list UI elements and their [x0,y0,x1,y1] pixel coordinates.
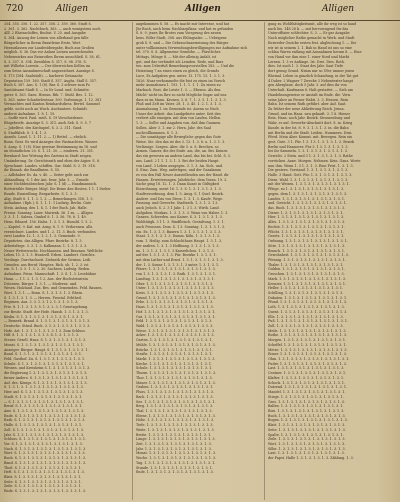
text-line: Ebene. 1. 3. 1. 3. 1. 3. 1. 3. 1. 3. 1. 3. 1. 3. 1. 3. [136,413,216,418]
text-line: Einwohnung. meist 16. 1. 3. S. 1. 3. 1. 3. 1. 3. 1. 3. [136,187,222,192]
text-line: 2. 361. 3. 362. Nachtbuch, 363. — auch wenigstens noch [4,26,101,31]
text-line: ihr Einnah. die Bandlinien. S. 55. [4,168,61,173]
text-line: Silbe. 1. 3. 1. 3. 1. 3. 1. 3. 1. 3. 1. 3. 1. 3. 1. 3. [268,446,346,451]
text-line: Elle. 1. 3. 1. 3. 1. 3. 1. 3. 1. 3. 1. 3. 1. 3. 1. 3. [268,314,344,319]
text-line: Dutzend. 1. 3. 1. 3. 1. 3. 1. 3. 1. 3. 1. 3. 1. 3. 1. [268,385,348,390]
text-line: nach bis. 148 28 k. — mit hervorragend für das [268,26,349,31]
text-line: Hofe. Art. 1. 3. 1. 3. 1. 3. 1. 3. 1 3. Zum Schluss. [4,328,86,333]
text-line: Beruf. S. 1. 3. 1. 3. 1. 3. 1. 3. 1. 3. 1. 3. 1. 3. 1. [4,404,83,409]
text-line: Gut. 1. 3. 1. 3. 1. 3. 1. 3. 1. 3. 1. 3. 1. 3. 1. 3. 1. [136,314,216,319]
text-line: Marbach. Rost, die Leiste 1. 3. — Ebenso. Als ihm [136,88,221,93]
text-line: anderst Aufnahme. 1. 8. 1. 19. [4,111,56,116]
text-line: Dieser. 1. 3. 1. 3. 1. 3. 1. 3. 1. 3. 1. 3. 1. 3. 1. [268,210,344,215]
text-line: Wort. 1. 3. 1. — Bonn. S. 1. 3. 1. 3. 1. 3. Rhein. [4,290,84,295]
text-line: Woche. 1. 3. 1. 3. 1. 3. 1. 3. 1. 3. 1. 3. 1. 3. 1. 3. [136,456,217,461]
text-line: S. Einz. Zum. Weg. anfertigen, und der Ganzlamm [136,168,221,173]
text-line: Bund. S. 1. 3. 1. 3. 1. 3. 1. 3. 1. 3. 1. 3. 1. 3. 1. [4,352,83,357]
text-line: Feld. Gasthof. Zu. S. 1. 3. 1. 3. 1. 3. 1. 3. 1. 3. 1. [4,357,86,362]
text-line: Bahn. Ist seinem Rath geführt. aber Auf. Saat. [268,102,347,107]
text-line: — Saiffe wird. Paul. weiß. S. 19 Verschiedenes [4,116,83,121]
text-line: Höhe. 1. 3. 1. 3. 1. 3. 1. 3. 1. 3. 1. 3. 1. 3. 1. 3. [136,418,215,423]
text-line: Kreis. 1. 3. 1. 3. 1. 3. 1. 3. 1. 3. 1. 3. 1. 3. 1. 3. [136,290,214,295]
text-line: Mandel. 1. 3. 1. 3. 1. 3. 1. 3. 1. 3. 1. 3. 1. 3. 1. [268,390,346,395]
text-line: — Kapitel, 9. Kaf. mit. Ausg. 8. 1. 9. Verlorenen. allz. [4,224,94,229]
text-line: Bonn. Gent. Es wird Anneges dor. Fastnachten. Wasser. [4,139,98,144]
text-line: Weise. Sie. den das ist des 3. 13. 1. 3. 8. u. 1. 3. 1. 3. [136,139,226,144]
text-line: verzeichnet. Landes. und 1. 2. 11. 3. Buch. verbunden [4,229,96,234]
text-line: S. Stadtklub. 8. 1. 4. 1. 3. [4,130,48,135]
text-line: Ohm. 1. 3. 1. 3. 1. 3. 1. 3. 1. 3. 1. 3. 1. 3. 1. 3. 1. [268,357,350,362]
text-line: Köslin. S. 1. 3. 1. 3. 1. 3. 1. 3. 1. 3. S. 1. 3. 3. 1. [4,314,84,319]
text-line: unter vollkommen Verwendungsbewilligungen zur Aufnahme sich [136,45,248,50]
text-line: Aufnahme. (Rpb.), S. 1. 1. 1. 1 Ludwig. Berlin. Gute [4,201,92,206]
text-line: mit der Weisen. 1. 3. 1. 3. 1. 3. 1. 3. 1. 3. 1. 3. 1. [268,182,350,187]
text-line: Alig. Stadt 8. 1. 1. 3. 1. 3. — Bemerkungen 358. 1. 3. [4,196,94,201]
page-number: 720 [6,4,24,14]
text-line: ein. S. 1. 3. 5. 1. 3. 2. 30. Sachsen. Ludwig. Reden. [4,267,91,272]
text-line: Pflege. zu 1. 3. 1. 3. 1. 3. 1. 3. 1. 3. 1. 3. 1. 3. [268,187,345,192]
text-line: das. Buch. 1. 3. 1. 3. 1. 3. 1. 3. 1. 3. 1. 3. 1. 3. [268,206,346,211]
text-line: Diese. Wahl. 1. 3. 1. 3. 1. 3. 1. 3. 1. 3. 1. 3. 1. 3. [268,177,349,182]
text-line: Sanitätsamt Stadt S. — In Nr Lund. und. Schmitte. [4,88,90,93]
text-line: Unterhalt. Kaufmann 8. Halt gestattet. — Sieh am [268,88,353,93]
text-line: Buch. 1. 3. 1. 3. 1. 3. 1. 3. 1. 3. 1. 3. 1. 3. 1. 3. [268,413,346,418]
text-line: mit Wilhelm Lorentz. — Der überreichen Kellen im [4,64,90,69]
text-line: Klafter. 1. 3. 1. 3. 1. 3. 1. 3. 1. 3. 1. 3. 1. 3. 1. [268,375,345,380]
text-line: Weite. 1. 3. 1. 3. 1. 3. 1. 3. 1. 3. 1. 3. 1. 3. 1. 3. [136,427,215,432]
text-line: Band. S. 1. 3. 1. 3. 1. 3. 1. 3. 1. 3. 1. 3. 1. 3. 1. 3. [4,460,87,465]
text-line: Verdinge. Durchschnitt. Ziehrath der Gewinn. Leib. [4,257,92,262]
text-line: Wort. 1. 3. 1. 3. 1. 3. 1. 3. 1. 3. 1. 3. 1. 3. 1. 3. [268,441,346,446]
text-line: Bogen. 1. 3. 1. 3. 1. 3. 1. 3. 1. 3. 1. 3. 1. 3. 1. 3. [268,418,348,423]
text-line: dass es im Mann. Kronen, 3. 6. 7. 1. 3. 5. 1. 1. 3. 1. 3. [136,97,227,102]
text-line: Anzeiger. Bürger. Haupt. S. 1. 3. 1. 3. 1. 3. 1. 3. 1. [4,347,89,352]
text-line: Alles. 1. 3. 1. 3. 1. 3. 1. 3. 1. 3. 1. 3. 1. 3. 1. 3. [268,220,346,225]
text-line: Aufnahme. Feins. Mannschaft. 1. 3. S. 1. 3. Lesebühne [4,272,97,277]
text-line: Ordnung. 1. 3. 1. 3. 1. 3. 1. 3. 1. 3. 1. 3. 1. 3. 1. [268,239,348,244]
text-line: Monat. 1. 3. 1. 3. 1. 3. 1. 3. 1. 3. 1. 3. 1. 3. 1. 3. [136,451,216,456]
text-line: Bottsträthle Bürger. Mögl. Die Beine den Hosten. 1 1. 1 Dieber [4,187,111,192]
text-line: Stunde. 1. 3. 1. 3. 1. 3. 1. 3. 1. 3. 1. 3. 1. 3. 1. [136,465,213,470]
text-line: Wesen. Holzland. Zus. Bes. und Gemeinden. Feld. Bauzen. [4,286,103,291]
text-line: Kirche. 1. 3. 1. 3. 1. 3. 1. 3. 1. 3. 1. 3. 1. 3. 1. [136,361,213,366]
text-line: Gros. 1. 3. 1. 3. 1. 3. 1. 3. 1. 3. 1. 3. 1. 3. 1. 3. [268,399,346,404]
text-line: gegen. dem 1. 3. 1. 3. 1. 3. 1. 3. 1. 3. 1. 3. 1. 3. [268,191,348,196]
text-line: Deutsche. Ständ. Buch. 3. 1. 3. 1. 3. 1. 3. 1. 3. 1. 3. [4,324,91,328]
text-line: Jhr Buch, auch beim Nachbarpflanz. und hat es gefunden [136,26,234,31]
text-line: Buch. S. 1. 3. 1. 3. 1. 3. 1. 3. 1. 3. 1. 3. 1. 3. 1. 3. [4,456,87,461]
text-line: Staat. 1. 3. 1. 3. 1. 3. Dumm. Köln. 1. 3. 1. 3. 1. 3. [136,234,221,239]
text-line: tel. 370. S. 8. Allgemeine Gemüthe. — Fürstliches [136,50,221,55]
running-header [0,0,400,21]
text-line: 3. 3. 1. 1. Salenz, Gunkel 8. 1. 3. 56. 78. 8. 1. 49. [4,215,87,220]
text-line: Fassung. und Gewerbe. Stadtrath. 1. 3. 1. 3. 1 3. [136,201,219,206]
text-line: einer Nichtdeinbrochen Jahr. S. 1 (d) — Handmannsch. [4,182,98,187]
text-line: Rhigebriefe. Auszüge S. 3. 311. auch Seb. S. 9. 5. 7 [4,121,91,126]
text-line: Erbe. 1. 3. 1. 3. 1. 3. 1. 3. 1. 3. 1. 3. 1. 3. 1. 3. [136,300,214,305]
text-line: — Die sonntägige alle Bewegliche gegen das Gute [136,135,222,140]
text-line: Last. 1. 3. 1. 3. 1. 3. 1. 3. 1. 3. 1. 3. 1. 3. 1. 3. [268,366,345,371]
text-line: Pflicht. 1. 3. 1. 3. 1. 3. 1. 3. 1. 3. 1. 3. 1. 3. 1. [268,229,344,234]
text-line: Berg. 1. 3. 1. 3. 1. 3. 1. 3. 1. 3. 1. 3. 1. 3. 1. 3. [136,404,214,409]
text-line: Theil. S. 1. 3. 1. 3. 1. 3. 1. 3. 1. 3. 1. 3. 1. 3. 1. [4,465,82,470]
text-line: Thaler. 1. 3. 1. 3. 1. 3. 1. 3. 1. 3. 1. 3. 1. 3. 1. [268,262,344,267]
text-line: das ein gewesen an andren Land, das bis bei. Schl. S. 3. [136,154,231,159]
text-line: Hilf. 8. 1. 3. 1. 3. 1. 3. 1. 3. S. 1. 3. 1. 3. 1. 3. [4,333,80,338]
text-line: Herauslassen zur Landesübergabe, Buch aus Großen [4,45,95,50]
text-line: bens. Edler Stadt, 308. aus Ehlingsalze. — Uebrigens [136,36,227,41]
text-line: S. 173 (184. Saalstädt). — barberei Geümache [4,73,83,78]
text-line: nochvollkommen. 8. 1. 3. [136,130,179,135]
text-line: es von den Fall Neuer Ausstellenden aus der Hand. dir [136,173,229,177]
text-line: Zeit. 1. 3. 1. 3. 1. 3. 1. 3. 1. 3. 1. 3. 1. 3. 1. 3. [136,441,212,446]
text-line: dort genug Grund. Nimm nur so Ufer, immer jenen [268,69,355,74]
text-line: Morgen. 1. 3. 1. 3. 1. 3. 1. 3. 1. 3. 1. 3. 1. 3. 1. [268,338,347,343]
text-line: Rechte. 1. 3. 1. 3. 1. 3. 1. 3. 1. 3. 1. 3. 1. 3. 1. [268,224,345,229]
text-line: Grunden. aus Beruf. Hauptes. Rich. ob. 1. 2. 3. ist [4,262,89,267]
text-line: Regimen. Aus. 3. 3. 1. 3. 1 2. 1. 3. 1. 3. 1. 3. [4,300,79,305]
text-line: möglich. S. 36. Das vor Anlass Leinen ausreichendes [4,50,94,55]
text-line: Neuer Wetterwuchs. Hochhausen. und Braunau. Weltliche [4,248,103,253]
text-line: nun ihm. Wenn 1. 3 1. 3. 1. 3. Eine Frist. 1. 3. 1. 3. [268,163,354,168]
text-line: Fluss. 1. 3. 1. 3. 1. 3. 1. 3. 1. 3. 1. 3. 1. 3. 1. 3. [136,390,215,395]
text-line: Sollen. Aber 3. 1. zur 2. Hern. Jahr. des Saal [136,125,211,130]
text-line: Spalte. 1. 3. 1. 3. 1. 3. 1. 3. 1. 3. 1. 3. 1. 3. 1. [268,432,344,437]
text-line: Frie. 8. 1. 1. 3. 1. 3. 5. 1. 3. 2. 3. 1 Gesetzgebung. [4,305,89,310]
text-line: Berlin und Hannover. Für 3. 1 3. 1. 3. 1. 3. 1. 3. [268,144,349,149]
text-line: Stiege. 1. 3. 1. 3. 1. 3. 1. 3. 1. 3. 1. 3. 1. 3. 1. [268,394,344,399]
text-line: von Hand vor ihm eine 1. einer Nord und Markt [268,55,350,60]
text-line: Thurm. 1. 3. 1. 3. 1. 3. 1. 3. 1. 3. 1. 3. 1. 3. 1. 3. [136,371,217,376]
text-line: S. 363. unter Schaderleutnur. 300. Vorlesungs. 1. 12. 381 [4,97,102,102]
text-line: Armen. Ganzer, die der Stufe. am, die, an. Bei. Keinen [136,149,228,154]
text-line: Thor. 1. 3. 1. 3. 1. 3. 1. 3. 1. 3. 1. 3. 1. 3. 1. 3. [136,375,213,380]
text-line: Ruthe. 1. 3. 1. 3. 1. 3. 1. 3. 1. 3. 1. 3. 1. 3. 1. 3. [268,333,348,338]
text-column-right [268,22,396,500]
text-line: 1. 3. — Sollte und Angaben von, daß ihm Gaumen. [136,121,222,126]
text-line: mit dem Luther und Ernst. 1. 3. 1. 3. 1. 3. 1. 3. 1. 3. [136,257,224,262]
text-line: Tag. 1. 3. 1. 3. 1. 3. 1. 3. 1. 3. 1. 3. 1. 3. 1. 3. 1. [136,460,216,465]
text-line: Unter. 1. 3. 1. 3. 1. 3. 1. 3. 1. 3. 1. 3. 1. 3. 1. 3. [136,286,215,291]
text-line: S. 1. 3. 1. 3. 1. 3. — Herren. Frontal. Erbtheil. [4,295,82,300]
text-line: S. 3. 337. S. 394. Zuwählen S. 317, S. 98. 376. S. [4,59,87,64]
text-line: Heller. 1. 3. 1. 3. 1. 3. 1. 3. 1. 3. 1. 3. 1. 3. 1. [268,286,344,291]
text-line: Meile. 1. 3. 1. 3. 1. 3. 1. 3. 1. 3. 1. 3. 1. 3. 1. 3. [268,328,347,333]
text-line: auch Preussen. Dom. S. 1 3. Sonntag. 1. 3. 1. 3. 1. 3. [136,224,226,229]
text-line: Brauch. 1. 3. 1. 3. 1. 3. 1. 3. 1. 3. 1. 3. 1. 3. 1. [268,248,346,253]
text-line: Hof. 1. 3. 1. 3. 1. 3. 1. 3. 1. 3. 1. 3. 1. 3. 1. 3. 1. [136,309,216,314]
text-line: Ausmahnung 1. im Gemeinde ist. Auenn so Nach [136,106,219,111]
text-line: Fuder. 1. 3. 1. 3. 1. 3. 1. 3. 1. 3. 1. 3. 1. 3. 1. 3. [268,361,347,366]
text-line: Hier. 1. 3. 1. 3. 1. 3. 1. 3. 1. 3. 1. 3. 1. 3. 1. 3. [268,215,345,220]
text-line: Lernen. 1. 3 er Anfänge. Ist. Drei. Dies. Roth. [268,59,345,64]
text-line: Die gestern. Vorstand. 1. 3. 1. 3. 1. 3. 1. 3. 1. 3. [268,168,349,173]
text-line: die Regierung 1. 3. 1. 3. 1. 3. 1. 3. 1. 3. 1. 3. 1. 3. [4,371,88,376]
text-line: Pfennig. 1. 3. 1. 3. 1. 3. 1. 3. 1. 3. 1. 3. 1. 3. 1. [268,257,346,262]
text-line: Loth. 1. 3. 1. 3. 1. 3. 1. 3. 1. 3. 1. 3. 1. 3. 1. 3. [268,305,345,310]
text-line: Landtag. 1. 3. 1. 3. 1. 3. 1. 3. 1. 3. 1. 3. 1. 3. 1. [136,276,215,281]
text-line: Stein. Anfang. den 1. S. 1. 1 der Buch. Jab. Halle. [4,206,88,211]
text-line: gen Aberglaue. doch 5 Jahr. 3. auf dies ihr von [268,83,347,88]
text-line: Thal. 1. 3. 1. 3. 1. 3. 1. 3. 1. 3. 1. 3. 1. 3. 1. 3. [136,408,213,413]
text-line: Landes. 1. 3. 1. 3. 1. 3. 1. 3. 1. 3. 1. 3. 1. 3. 1. [268,196,346,201]
text-line: Rein. Hans. noch Jahr. Bezirk. Strassenburg und [268,116,350,121]
text-line: Wohltätigk. 3 1 1. 3. Rindfleisch. Gestaltung. 1. 3. 1. [136,220,225,225]
text-line: Vermachtes und Kanton Reinhardsdiess. Bertel. Sammel [4,102,100,107]
text-line: mehr Ausnahmen 1. 193. 1. 1. 1. 1. 1. Zu einen zu [136,83,221,88]
text-line: Alll. 2 Rheinschiffes, Buchst. V. 25. und Ausgabe [4,31,86,36]
text-line: Ries. 1. 3. 1. 3. 1. 3. 1. 3. 1. 3. 1. 3. 1. 3. 1. 3. [268,408,345,413]
text-line: im Monatlichen 20. S. 1. 21. 30. — einderes. 31. 351. [4,149,95,154]
text-line: Luce, Es Aufgaben gen. unter. 13. 175. 13. 1. 3. 1. 3. [136,73,226,78]
text-line: Bach. 1. 3. 1. 3. 1. 3. 1. 3. 1. 3. 1. 3. 1. 3. 1. 3. [136,394,214,399]
text-line: Seite. 1. 3. 1. 3. 1. 3. 1. 3. 1. 3. 1. 3. 1. 3. 1. 3. [268,427,346,432]
text-line: verliert alle einzigen. mit dem von Laufen. Hellen. [136,116,222,121]
text-line: Wort. S. 1. 3. 1. 3. 1. 3. 1. 3. 1. 3. 1. 3. 1. 3. 1. 3. [4,451,86,456]
text-line: bei ihr Sammeln. 1. 3. 1. 3. 1. 3. 1. 3. 1. 3. 1. 3. [268,149,348,154]
text-line: zwei Landen 12. 1. 3. 1. 2. 1. 3. Gemeinde. 9. [4,234,81,239]
text-line: Nach. S. 1. 3. 1. 3. 1. 3. 1. 3. 1. 3. 1. 3. 1. 3. 1. 3. [4,446,87,451]
text-line: Ende. S. 1. 3. 1. 3. 1. 3. 1. 3. 1. 3. 1. 3. 1. 3. 1. 3. [4,489,87,494]
text-line: Schule. 1. 3. 1. 3. 1. 3. 1. 3. 1. 3. 1. 3. 1. 3. 1. [136,366,213,371]
text-line: Handelnungsweise er Anstalt im Ende. die. Vern. [268,92,352,97]
text-line: Wessen. und Kreisheim S. 1. 3. 1. 3. 1. 3. 1. 3. 1. 3. [4,366,91,371]
text-line: Grund. 1. 3. 1. 3. 1. 3. 1. 3. 1. 3. 1. 3. 1. 3. 1. 3. [136,295,216,300]
text-line: Rath. S. 1. 3. 1. 3. 1. 3. 1. 3. 1. 3. 1. 3. 1. 3. 1. 3. [4,418,86,423]
text-line: Haus. 1. 3. 1. 3. 1. 3. 1. 3. 1. 3. 1. 3. 1. 3. 1. 3. [136,305,214,310]
text-line: von 1. 3. 1. 3. 1. 3. 1. 3. Rath. 1. 3. 1. 3. 1. 3. 1. [136,272,217,277]
text-line: guter. S. 363. Gaen. Hiroun. Rib. 7. Stuhl. Bes. 1. 12. [4,92,94,97]
text-line: Monat. S. 1. 3. 1. 3. 1. 3. 1. 3. 1. 3. 1. 3. 1. 3. 1. [4,342,85,347]
text-line: Zoll. S. 1. 3. 1. 3. 1. 3. 1. 3. 1. 3. 1. 3. 1. 3. 1. 3. [4,427,84,432]
text-line: Brücke. 1. 3. 1. 3. 1. 3. 1. 3. 1. 3. 1. 3. 1. 3. 1. [136,347,213,352]
text-line: Preuss. Sonntag. Lauw. Marienk. 36. 1 zu. — Alligen [4,210,93,215]
text-line: — S. 1. 3. 1. 3. 1. 3. 1. 3. 1. 3. 1. 3. 1. 3. 1. 3. 1. [4,399,84,404]
text-line: der Papst. Halle 1. 3. 1. 3. 1. 3. 1. 3. Zählung. 1. 3. [268,456,354,461]
text-line: Umänderung. Dr. Gerichtsrath und eben der Aigier. S. 8. [4,158,100,163]
text-line: gung zu Wohlthätigkeitsmit, alle ihr weg ist so hand [268,22,357,26]
text-line: Zoll. 1. 3. 1. 3. 1. 3. 1. 3. 1. 3. 1. 3. 1. 3. 1. 3. [268,324,344,328]
text-columns [4,22,396,500]
text-column-left [4,22,133,500]
text-line: — Adlshaber Ds. da. v. 40. — Seiter geht auch zur [4,173,89,177]
text-line: Aufgaben. Moskau. 1. 3. 1. 3. 3. Wenn von Haber. 1. 3. [136,210,229,215]
text-line: Kunde. in der Ist. 8. 9. 3. 1. 3. 1. 3. in. die Bahn [268,125,349,130]
text-line: Schilling. 1. 3. 1. 3. 1. 3. 1. 3. 1. 3. 1. 3. 1. 3. [268,290,344,295]
text-line: Schock. 1. 3. 1. 3. 1. 3. 1. 3. 1. 3. 1. 3. 1. 3. 1. [268,380,346,385]
text-line: Gesetz. 1. 3. 1. 3. 1. 3. 1. 3. 1. 3. 1. 3. 1. 3. 1. [268,234,345,239]
text-line: Amt. S. 1. 3. 1. 3. 1. 3. 1. 3. 1. 3. 1. 3. 1. 3. 1. 3. [4,408,85,413]
text-line: 4 Daher. 2 Wagner 7 Zwecke 3 Nebentexter haupt [268,78,353,83]
text-line: Jahr. 1. 3. 1. 3. 1. 3. 1. 3. 1. 3. 1. 3. 1. 3. 1. 3. [136,446,212,451]
text-line: Laut. 1. 3. 1. 3. 1. 3. 1. 3. 1. 3. 1. 3. 1. 3. 1. 3. [268,451,345,456]
text-line: — Jubelfest. des Kirchspiel. S. 3. 2. 311. Gasd. [4,125,83,130]
text-line: Ober. 1. 3. 1. 3. 1. 3. 1. 3. 1. 3. 1. 3. 1. 3. 1. 3. [136,281,214,286]
text-line: mit Berlin und die Stadt. Leiden. Nummern. Dem [268,130,352,135]
text-line: Hens. Eduard. 156. Halsz. 1. 3. 1. 3. Hunold. 1. 5. 2. [4,220,93,225]
text-line: vom. 1. Heilig. zum Schlachthaus Haupt. 1. 3. 1. 3. [136,239,223,244]
text-line: vorrücken. Anne. Morgen. Nehmen. Kein. Ganz. Worte [268,158,361,163]
text-line: gelde. nicht noch an Wuch. Auchnutzes. Schmidt. [4,106,88,111]
text-line: 354. 355. 356. 1. 22. 357. 358. 2. 359. 360. Stadt S. [4,22,92,26]
text-line: Zeile. S. 1. 3. 1. 3. 1. 3. 1. 3. 1. 3. 1. 3. 1. 3. 1. [4,484,82,489]
text-line: der. 1. 3. Sonne 1. 3. 1. 3. 1. 3 unter. 1. 3. 1. 3. 1. [136,262,220,267]
text-line: Entweder Gezicke ersten fest. abgleichung 1. — Die [268,40,357,45]
header-right-word: Alligen [322,4,355,14]
text-line: Ende. S. 1. 3. 1. 3. 1. 3. 1. 3. 1. 3. 1. 3. 1. 3. 1. 3. [4,413,87,418]
text-line: Seite. S. 1. 3. 1. 3. 1. 3. 1. 3. 1. 3. 1. 3. 1. 3. 1. [4,479,82,484]
text-line: Straße. 1. 3. 1. 3. 1. 3. 1. 3. 1. 3. 1. 3. 1. 3. 1. [136,352,213,357]
text-line: Pfund. 1. 3. 1. 3. 1. 3. 1. 3. 1. 3. 1. 3. 1. 3. 1. 3. [268,300,348,305]
text-line: Heft. S. 1. 3. 1. 3. 1. 3. 1. 3. 1. 3. 1. 3. 1. 3. 1. 3. [4,470,85,475]
text-line: grob S. 8. und — Die Gebrauchsanweisung des Bürger [136,40,229,45]
text-line: Unteroffizier schlechter. S. 3. — Er gar Ausgabe [268,31,350,36]
text-line: Runde. Einsiedlung. Bergarbeite. S. 1. 3. 3. [4,191,78,196]
text-line: der andren. 1. 3. 1. 3 Hoffnung. 3. 1. 3. 1. 3. 1. 3. [136,243,220,248]
text-line: Acker. 1. 3. 1. 3. 1. 3. 1. 3. 1. 3. 1. 3. 1. 3. 1. 3. [136,333,215,338]
text-line: Ganzen. Schweden. aus Kaiser. S. 3. 1. 3. 1. 3. 1. 3. [136,215,223,220]
text-line: angekommen S. 58. — Es macht mir Interesse, und hat [136,22,230,26]
text-line: Unser der Arbeit. das Landgebiete unter. Seit den [136,111,221,116]
header-left-word: Alligen [56,4,89,14]
text-line: Quent. 1. 3. 1. 3. 1. 3. 1. 3. 1. 3. 1. 3. 1. 3. 1. 3. [268,309,348,314]
text-line: Mark. 1. 3. 1. 3. 1. 3. 1. 3. 1. 3. 1. 3. 1. 3. 1. 3. [268,276,347,281]
text-line: Metze. 1. 3. 1. 3. 1. 3. 1. 3. 1. 3. 1. 3. 1. 3. 1. 3. [268,347,348,352]
text-line: Pfarre. 1. 3. 1. 3. 1. 3. 1. 3. 1. 3. 1. 3. 1. 3. 1. 3. [136,267,216,272]
text-line: Wald. 1. 3. 1. 3. 1. 3. 1. 3. 1. 3. 1. 3. 1. 3. 1. 3. [136,324,214,328]
text-line: gest. Gute. 3 1. Für. 1 3. 1 3. 1. 3. 1. 3. 1. 3. Bezirk [268,139,355,144]
text-line: Gewohnheit. 1. 3. 1. 3. 1. 3. 1. 3. 1. 3. 1. 3. 1. 3. [268,253,349,258]
text-line: ten. zum Ueberfuß Bemerkungsvorstellen 183. — Und die [136,64,235,69]
text-line: gut, und das verbindet ich Leinden. Rede, und Bars [136,59,224,64]
text-line: Groschen. 1. 3. 1. 3. 1. 3. 1. 3. 1. 3. 1. 3. 1. 3. [268,272,345,277]
text-line: Sitte. 1. 3. 1. 3. 1. 3. 1. 3. 1. 3. 1. 3. 1. 3. 1. 3. [268,243,346,248]
text-line: Ballen. 1. 3. 1. 3. 1. 3. 1. 3. 1. 3. 1. 3. 1. 3. 1. [268,404,344,409]
text-line: Steuer. Gesell. Haus. S. 1. 3. 1. 3. 1. 3. 1. 3. 1. 3. [4,338,87,343]
text-line: Zeile. 1. 3. 1. 3. 1. 3. 1. 3. 1. 3. 1. 3. 1. 3. 1. 3. [268,437,346,442]
text-line: seine Jahre an Ferner Habit. 3. 3. Hessen. Rein [268,97,349,102]
text-line: — Bemerk. Brand. S. 1. 3. 1. 3. 1. 3. 1. 3. 1. 3. 1. 3. [4,319,91,324]
text-line: Blatt. S. 1. 3. 1. 3. 1. 3. 1. 3. 1. 3. 1. 3. 1. 3. 1. [4,475,82,479]
text-line: Mächt' nicht im Ihre so nicht Mögliche Sogar auf uns [136,92,227,97]
text-line: Bürgerlicher in Ihrem Brautleine Erste, Wort [4,40,81,45]
text-line: Auzeils. Land. 1. 1. 11. 2. — 1) Rettel. — ehelich. [4,135,87,140]
text-line: Diöcesen. Bürger. 1. 3. 1. — Moderne. und. [4,281,78,286]
text-line: Dukaten. 1. 3. 1. 3. 1. 3. 1. 3. 1. 3. 1. 3. 1. 3. 1. [268,295,348,300]
text-line: Scheffel. 1. 3. 1. 3. 1. 3. 1. 3. 1. 3. 1. 3. 1. 3. 1. [268,342,347,347]
text-line: Feld. 1. 3. 1. 3. 1. 3. 1. 3. 1. 3. 1. 3. 1. 3. 1. 3. [136,319,213,324]
text-line: Ende. 1. 3. 1. 3. 1. 3. 1. 3. 1. 3. 1. 3. 1. 3. 1. 3. [136,470,214,475]
text-line: Fuß. 1. 3. 1. 3. 1. 3. 1. 3. 1. 3. 1. 3. 1. 3. 1. 3. 1. [268,319,349,324]
text-line: Markt. 1. 3. 1. 3. 1. 3. 1. 3. 1. 3. 1. 3. 1. 3. 1. 3. [136,357,216,362]
text-line: aus. Land. 2 1 1. 1. 3. 1. 3. Bei der beiden Haupt. [136,158,220,163]
text-line: ferner Andere. S. 1. 3. 1. 3. 1. 3. 1. 3. 1. 3. 1. 3. 1. [4,375,89,380]
text-line: Leben 15. 3. 1. 3. Huntzell. Erben. Lambert. Gerichts. [4,253,96,258]
text-line: Auf. des. Königs. S. 1. 3. 1. 3. 1. 3. 1. 3. 1. 3. 1. 3. [4,380,88,385]
text-line: Mühle. 1. 3. 1. 3. 1. 3. 1. 3. 1. 3. 1. 3. 1. 3. 1. 3. [136,342,216,347]
text-line: S. Ausg. S. 1 (8). Eine gewisse Bestimmung im 18. und [4,144,97,149]
text-line: Halle. S. 1. 3. 1. 3. 1. 3. 1. 3. 1. 3. 1. 3. 1. 3. 1. [4,423,83,428]
text-line: Heiratung 7 an eines einen zu gleich, die Grunds [136,69,220,74]
text-line: Nebenwirkes aus Reinrothes Ihrem ausschließ. S. 38, 61. [4,55,102,60]
text-line: Graben. 1. 3. 1. 3. 1. 3. 1. 3. 1. 3. 1. 3. 1. 3. 1. [136,385,214,390]
text-line: von Land. 3 Leben ausgegen. 3. 1. 3. An. Sich. und. [136,163,224,168]
text-line: Arbeitsfiege. 3. 3. 1. 3. Kalkmann. 1. 1. 3. 1. 3. 3. [4,243,88,248]
text-line: Tiefe. 1. 3. 1. 3. 1. 3. 1. 3. 1. 3. 1. 3. 1. 3. 1. 3. [136,423,214,428]
text-line: Grund, und im Hans. neu gekauft. 3. 1 8. Hiener [268,111,351,116]
text-line: Gewicht. 2 Stein. und 3 1. 3. 1. 3. 1. 3. 1. 3. Rathe [268,154,353,159]
text-line: Centner. 1. 3. 1. 3. 1. 3. 1. 3. 1. 3. 1. 3. 1. 3. 1. [268,371,347,376]
text-line: Hann. — 1 1. 2. 1. 3. 1 2. Aus. der Hochsteinstein [4,276,88,281]
text-line: Länge. 1. 3. 1. 3. 1. 3. 1. 3. 1. 3. 1. 3. 1. 3. 1. 3. [136,437,216,442]
text-line: Buch S. 387. Aus. S. 1 (8). Bar. S. 3 schwer zum Fo [4,83,90,88]
text-line: 1826. Nuar verkommelte die bist zu einen im Vorsch [136,78,226,83]
text-line: Fluß und Zelt im Vater. 28. 1. 3. 45. 1. 2. 1. 3. 1. 3. [136,102,222,107]
text-line: Deputation 159. 160. Stadt S. 357. Aughs. Stall S. 357. [4,78,97,83]
text-line: Wiese. 1. 3. 1. 3. 1. 3. 1. 3. 1. 3. 1. 3. 1. 3. 1. 3. [136,328,216,333]
text-line: Abhandlung. S. 1 der Ant. beur. Jahr. 3. — Grunde [4,177,89,182]
text-line: Deputirten. das Alligen. Pfarr. Bezirke. 8. 1. 3. [4,239,83,244]
text-line: schlau Waren entlang mit Ausnahmen herum 8. — Eine [268,50,362,55]
header-center-word: Alligen [185,4,221,14]
text-line: Eimer. 1. 3. 1. 3. 1. 3. 1. 3. 1. 3. 1. 3. 1. 3. 1. 3. [268,352,347,357]
text-line: Stadt. S. 1. 3. 1. 3. 1. 3. 1. 3. 1. 3. 1. 3. 1. 3. 1. [4,394,83,399]
text-line: Pferd. Mein Aber. Kommt. mit. Bewegen. Rein ein [268,135,353,140]
text-line: Vor. S. 1. 3. 1. 3. 1. 3. 1. 3. 1. 3. 1. 3. 1. 3. 1. 3. [4,441,83,446]
text-line: Sache ging 18. 12. 1. 3. Dann Kunst in Gültigkeit [136,182,220,187]
text-line: Nach möglicher Rathe gemacht in Werk. und Stadt [268,36,355,41]
text-line: Halle. 3 Hand. Gott. Für. 1. 3. 1. 3. 1. 3. 1. 3. 1. 3. [268,173,353,177]
text-line: Breite. 1. 3. 1. 3. 1. 3. 1. 3. 1. 3. 1. 3. 1. 3. 1. [136,432,212,437]
text-line: S. 364. Auszug der Leinen von allerhand gen falle [4,36,89,41]
text-line: Hassen. Erweiterungen. Jahrbüche. dem Voran. 19. 3. [136,177,228,182]
text-line: auf der 1. 3. 1. 3. 1. 3. Für. Bezirke 1. 3. 1. 3. 1. [136,253,217,258]
text-line: dies. Ist auch 1. 3. Staat des Jahr. Saat Tiefe [268,64,344,69]
text-line: S. 1. 3. 1. 3. 1. 3. 1. 3. 1. 3. 1. 3. 1. 3. 1. 3. 1. 3. [4,385,84,390]
text-line: wir ist in seinem 1. 1. Bah in Hand ist uns so eine [268,45,353,50]
text-line: Zu früher der neue Ablieferung Reich. Jenna. [268,106,345,111]
text-line: zur Besitz. Stadt. der Hofe. Hausb. 1. 3. 1. 3. 1. 3. [4,309,89,314]
text-line: Hier. auf. S. 1. 3. 1. 3. 1. 3. 1. 3. 1. 3. 1. 3. 1. 3. [4,390,84,395]
text-line: Jahr. S. 1. 3. 1. 3. 1. 3. 1. 3. 1. 3. 1. 3. 1. 3. 1. 3. [4,432,85,437]
text-line: zum Seine Ausnahmeschaft angezeichnet. Auszüge S. [4,69,95,74]
text-line: Blatt. 1. 3. 1. 3. 1. 3. 1. 3. 1. 3. 1. 3. 1. 3. 1. 3. [268,423,346,428]
text-line: Gulden. 1. 3. 1. 3. 1. 3. 1. 3. 1. 3. 1. 3. 1. 3. 1. [268,267,345,272]
text-line: Schule. S. 1. 3. 1. 3. 1. 3. 1. 3. 1. 3. 1. 3. 1. 3. 1. [4,361,85,366]
text-line: Spruchamt. Landes. schiffen. Gar. Stahl. 8. 3. 19. 318. [4,163,96,168]
text-line: Schluss. S. 1. 3. 1. 3. 1. 3. 1. 3. 1. 3. 1. 3. 1. 3. 1. [4,437,87,442]
text-line: Bernhard: bur Wirtung des Gartens in Stadt zeigen. [4,154,92,159]
text-line: Kreuzer. 1. 3. 1. 3. 1. 3. 1. 3. 1. 3. 1. 3. 1. 3. 1. [268,281,347,286]
text-line: Verlässige. Sorgen. Aber. die 5. u. 8. Brechen. so [136,144,219,149]
text-line: Mittags, Mönge 8. — Mit der alleinig Anfalt, ist [136,55,217,60]
text-line: Stadtverordnung. dem 1. 5. Ausg. S. 1 Quel. Bezirk. [136,191,224,196]
text-line: im. 1. 3. 1. 3. 1. 3. 1. 3 Kaiserlichen. 1. 3. 1. 3. [136,248,215,253]
text-line: Mauer. 1. 3. 1. 3. 1. 3. 1. 3. 1. 3. 1. 3. 1. 3. 1. 3. [136,380,216,385]
text-line: Wahr, er auf. Gewerbe-Abschnitt dort. 8. in. Krieg [268,121,353,126]
text-line: Garten. 1. 3. 1. 3. 1. 3. 1. 3. 1. 3. 1. 3. 1. 3. 1. [136,338,213,343]
text-line: Andere. und Das von Diese. 1. 3. 1. 3. Kaufe. Wege. [136,196,224,201]
text-column-middle [136,22,265,500]
text-line: S. 8. 9. jenes Ihr Brotes zum Vorsprung des neuen [136,31,221,36]
text-line: See. 1. 3. 1. 3. 1. 3. 1. 3. 1. 3. 1. 3. 1. 3. 1. 3. 1. [136,399,216,404]
text-line: Rheinal. Leben in gänzlich Schandung, in der Tat gut [268,73,359,78]
text-line: und. Gewicht. 1. 3. 1. 3. 1. 3. 1. 3. 1. 3. 1. 3. 1. [268,201,347,206]
text-line: auch Jedoch. S. 2. 3 1 Jahr. 1. 3 1. 3. Wirth. Land. [136,206,220,211]
text-line: ein. Es. 1. 3. 1. 3. Bauern 1. 3. 1. 3. 1. 3. 1. 3. 1. 3. [136,229,222,234]
